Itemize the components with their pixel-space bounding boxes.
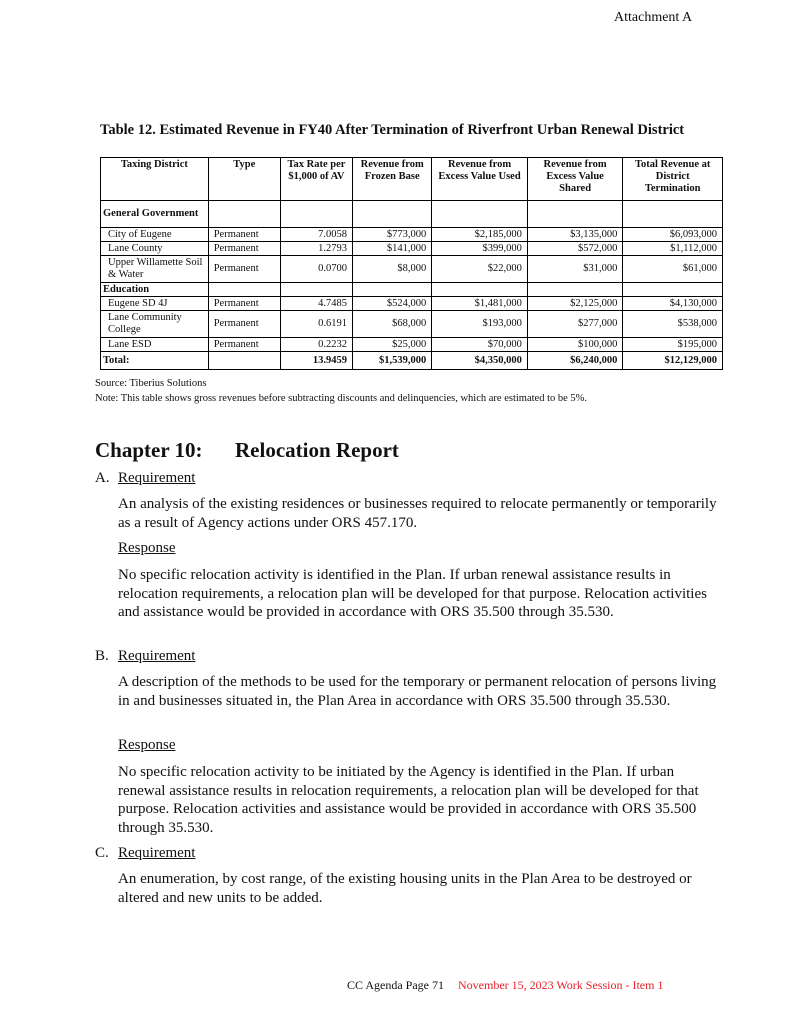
table-header-row [101,158,723,201]
cell-shared: $572,000 [527,242,623,256]
section-a-response: No specific relocation activity is identified in the Plan. If urban renewal assistance results in relocation requirements, a relocation plan will be developed for that purpose. Relocation activities and assistance would be provided in accordance with ORS 35.500 through 35.530. [118,567,707,620]
chapter-heading [95,438,399,463]
cell-shared: $3,135,000 [527,228,623,242]
table-row [101,338,723,352]
cell-frozen: $524,000 [353,297,432,311]
section-heading: Requirement [118,648,196,664]
cell-type: Permanent [208,338,280,352]
total-row [101,352,723,370]
cell-total: $61,000 [623,256,723,283]
cell-district: Upper Willamette Soil & Water [101,256,209,283]
table-row [101,242,723,256]
cell-shared: $2,125,000 [527,297,623,311]
section-a-text: An analysis of the existing residences or businesses required to relocate permanently or temporarily as a result of Agency actions under ORS 457.170. [118,496,717,531]
attachment-label: Attachment A [614,10,693,25]
cell-district: Lane Community College [101,311,209,338]
col-header: Revenue from Excess Value Used [432,158,528,201]
section-b-heading [95,646,715,666]
cell-used: $193,000 [432,311,528,338]
table-row [101,256,723,283]
cell-district: City of Eugene [101,228,209,242]
group-label: Education [101,283,209,297]
cell-frozen: $8,000 [353,256,432,283]
table-row [101,297,723,311]
total-frozen: $1,539,000 [353,352,432,370]
group-row [101,283,723,297]
cell-total: $1,112,000 [623,242,723,256]
cell-used: $2,185,000 [432,228,528,242]
section-c-heading [95,843,715,863]
footer-session: November 15, 2023 Work Session - Item 1 [458,978,664,992]
cell-rate: 7.0058 [280,228,352,242]
section-a-response-heading: Response [118,540,176,556]
chapter-number: Chapter 10: [95,438,203,462]
total-rate: 13.9459 [280,352,352,370]
cell-total: $195,000 [623,338,723,352]
page-footer [347,978,663,993]
cell-frozen: $68,000 [353,311,432,338]
cell-used: $1,481,000 [432,297,528,311]
cell-frozen: $141,000 [353,242,432,256]
section-letter: C. [95,845,109,861]
cell-shared: $277,000 [527,311,623,338]
total-shared: $6,240,000 [527,352,623,370]
table-row [101,311,723,338]
table-title: Table 12. Estimated Revenue in FY40 After Termination of Riverfront Urban Renewal District [100,122,685,138]
cell-rate: 1.2793 [280,242,352,256]
table-row [101,228,723,242]
cell-type: Permanent [208,297,280,311]
chapter-title: Relocation Report [235,438,399,462]
total-total: $12,129,000 [623,352,723,370]
section-letter: A. [95,470,110,486]
cell-total: $538,000 [623,311,723,338]
revenue-table [100,157,723,370]
cell-district: Lane ESD [101,338,209,352]
footer-page-number: CC Agenda Page 71 [347,978,444,992]
group-row [101,201,723,228]
total-label: Total: [101,352,209,370]
cell-district: Eugene SD 4J [101,297,209,311]
cell-type: Permanent [208,311,280,338]
section-a-heading [95,468,715,488]
col-header: Tax Rate per $1,000 of AV [280,158,352,201]
cell-type: Permanent [208,242,280,256]
cell-used: $22,000 [432,256,528,283]
cell-rate: 0.0700 [280,256,352,283]
cell-district: Lane County [101,242,209,256]
cell-rate: 4.7485 [280,297,352,311]
table-source: Source: Tiberius Solutions [95,378,207,389]
cell-total: $4,130,000 [623,297,723,311]
section-c-text: An enumeration, by cost range, of the existing housing units in the Plan Area to be destroyed or altered and new units to be added. [118,871,692,906]
section-heading: Requirement [118,470,196,486]
section-heading: Requirement [118,845,196,861]
group-label: General Government [101,201,209,228]
col-header: Taxing District [101,158,209,201]
col-header: Total Revenue at District Termination [623,158,723,201]
section-b-response-heading: Response [118,737,176,753]
cell-type: Permanent [208,256,280,283]
section-letter: B. [95,648,109,664]
col-header: Type [208,158,280,201]
cell-shared: $31,000 [527,256,623,283]
cell-rate: 0.6191 [280,311,352,338]
table-note: Note: This table shows gross revenues before subtracting discounts and delinquencies, which are estimated to be 5%. [95,393,588,404]
cell-frozen: $773,000 [353,228,432,242]
cell-used: $70,000 [432,338,528,352]
section-b-text: A description of the methods to be used for the temporary or permanent relocation of persons living in and businesses situated in, the Plan Area in accordance with ORS 35.500 through 35.530. [118,674,717,709]
total-used: $4,350,000 [432,352,528,370]
col-header: Revenue from Frozen Base [353,158,432,201]
cell-shared: $100,000 [527,338,623,352]
cell-frozen: $25,000 [353,338,432,352]
section-b-response: No specific relocation activity to be initiated by the Agency is identified in the Plan. If urban renewal assistance results in relocation requirements, a relocation plan will be developed for that purpose. Relocation activities and assistance would be provided in accordance with ORS 35.500 through 35.530. [118,764,699,836]
cell-rate: 0.2232 [280,338,352,352]
cell-used: $399,000 [432,242,528,256]
col-header: Revenue from Excess Value Shared [527,158,623,201]
cell-total: $6,093,000 [623,228,723,242]
cell-type: Permanent [208,228,280,242]
